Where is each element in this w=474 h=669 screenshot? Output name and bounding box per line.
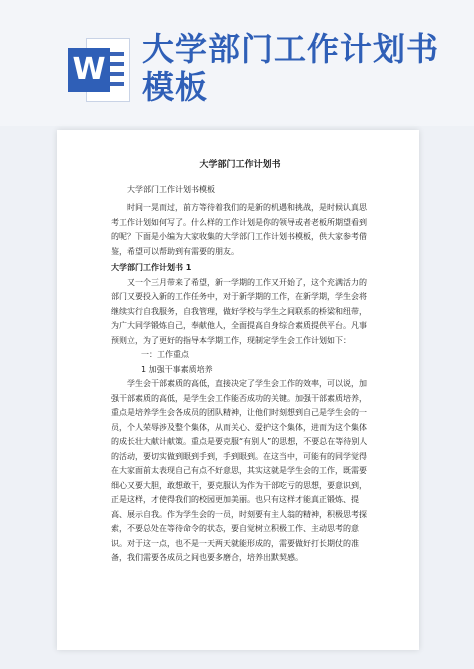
banner (0, 0, 474, 126)
word-badge: W (68, 48, 110, 92)
document-page (57, 130, 419, 650)
body-paragraph: 学生会干部素质的高低，直接决定了学生会工作的效率，可以说，加强干部素质的高低，是学生会工作能否成功的关键。加强干部素质培养，重点是培养学生会各成员的团队精神，让他们时刻想到自己是学生会的一员，个人荣辱涉及整个集体，从而关心、爱护这个集体，进而为这个集体的成长壮大献计献策。重点是要克服“有别人”的思想，不要总在等待别人的活动，要切实做到眼到手到，手到眼到。在这当中，可能有的同学觉得在大家面前太表现自己有点不好意思，其实这就是学生会的工作，既需要细心又要大胆，敢想敢干，要克服认为作为干部吃亏的思想，要意识到，正是这样，才使得我们的校园更加美丽。也只有这样才能真正锻炼、提高、展示自我。作为学生会的一员，时刻要有主人翁的精神，积极思考探索，不要总处在等待命令的状态，要自觉树立积极工作、主动思考的意识。对于这一点，也不是一天两天就能形成的，需要做好打长期仗的准备，我们需要各成员之间也要多磨合，培养出默契感。 (111, 379, 368, 562)
body-paragraph: 又一个三月带来了希望，新一学期的工作又开始了，这个充满活力的部门又要投入新的工作任务中，对于新学期的工作，在新学期，学生会将继续实行自我服务，自我管理，做好学校与学生之间联系的桥梁和纽带，为广大同学锻炼自己，奉献他人，全面提高自身综合素质提供平台。凡事预则立，为了更好的指导本学期工作，现制定学生会工作计划如下： (111, 277, 367, 345)
word-document-icon (68, 38, 130, 102)
banner-title: 大学部门工作计划书模板 (142, 30, 440, 106)
section-heading: 大学部门工作计划书 1 (111, 263, 192, 272)
list-item: 一：工作重点 (141, 350, 189, 359)
document-title: 大学部门工作计划书 (199, 160, 281, 170)
intro-paragraph: 时间一晃而过，前方等待着我们的是新的机遇和挑战，是时候认真思考工作计划如何写了。什么样的工作计划是你的领导或者老板所期望看到的呢？下面是小编为大家收集的大学部门工作计划书模板，供大家参考借鉴，希望可以帮助到有需要的朋友。 (111, 203, 367, 256)
document-subtitle: 大学部门工作计划书模板 (127, 184, 215, 194)
list-item: 1 加强干事素质培养 (141, 364, 213, 374)
